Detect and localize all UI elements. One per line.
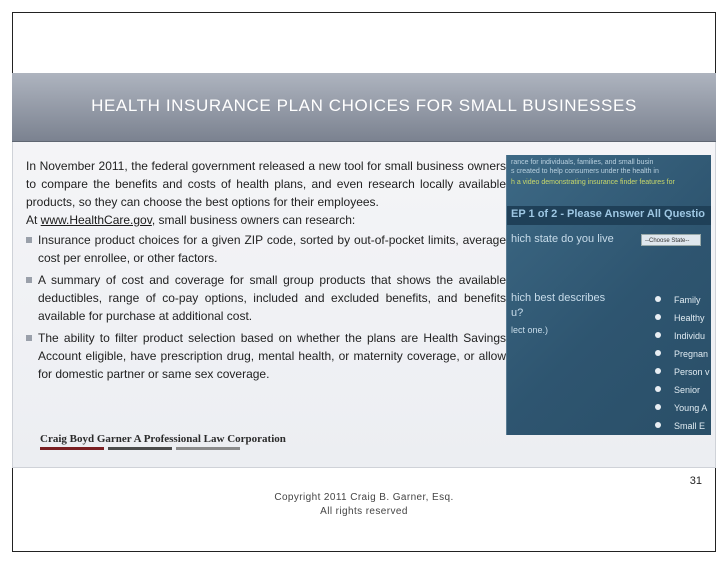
research-bullets [26, 231, 506, 383]
slide-body [26, 157, 506, 387]
research-lead [26, 211, 506, 229]
option-label: Pregnan [674, 349, 709, 359]
page-number: 31 [689, 475, 702, 487]
screenshot-state-select: --Choose State-- [641, 234, 701, 246]
screenshot-option [655, 367, 710, 377]
screenshot-option [655, 313, 705, 323]
firm-bar-dark [108, 447, 172, 450]
radio-icon [655, 386, 661, 392]
option-label: Healthy [674, 313, 705, 323]
title-band [12, 73, 716, 142]
screenshot-option [655, 403, 707, 413]
radio-icon [655, 422, 661, 428]
bullet-text: Insurance product choices for a given ZIP code, sorted by out-of-pocket limits, average cost per enrollee, or other factors. [38, 233, 506, 265]
screenshot-option [655, 421, 705, 431]
radio-icon [655, 368, 661, 374]
research-lead-suffix: , small business owners can research: [151, 213, 356, 227]
screenshot-question-state: hich state do you live [511, 233, 614, 245]
option-label: Person v [674, 367, 710, 377]
screenshot-option [655, 331, 705, 341]
screenshot-video-link: h a video demonstrating insurance finder features for [511, 179, 675, 186]
screenshot-step-text: EP 1 of 2 - Please Answer All Questio [511, 208, 705, 220]
option-label: Small E [674, 421, 706, 431]
screenshot-option [655, 385, 700, 395]
research-lead-prefix: At [26, 213, 41, 227]
slide [12, 73, 716, 468]
bullet-item [26, 231, 506, 267]
screenshot-option [655, 295, 701, 305]
option-label: Senior [674, 385, 701, 395]
bullet-text: The ability to filter product selection based on whether the plans are Health Savings Account eligible, have prescription drug, mental health, or maternity coverage, or allow for domestic partner or same sex coverage. [38, 331, 506, 381]
bullet-item [26, 329, 506, 383]
firm-logo-name: Craig Boyd Garner A Professional Law Corporation [40, 433, 286, 445]
bullet-square-icon [26, 237, 32, 243]
screenshot-question-describe-2: u? [511, 307, 524, 319]
healthcare-gov-screenshot [506, 155, 711, 435]
radio-icon [655, 314, 661, 320]
screenshot-text-line: rance for individuals, families, and small busin [511, 159, 654, 166]
radio-icon [655, 296, 661, 302]
bullet-square-icon [26, 335, 32, 341]
screenshot-question-describe: hich best describes [511, 292, 606, 304]
bullet-item [26, 271, 506, 325]
copyright [0, 491, 728, 519]
radio-icon [655, 350, 661, 356]
firm-bar-red [40, 447, 104, 450]
copyright-rights: All rights reserved [320, 506, 408, 517]
screenshot-option [655, 349, 708, 359]
radio-icon [655, 332, 661, 338]
intro-paragraph: In November 2011, the federal government released a new tool for small business owners to compare the benefits and costs of health plans, and even research locally available products, so they can choose the best options for their employees. [26, 159, 506, 209]
bullet-square-icon [26, 277, 32, 283]
option-label: Young A [674, 403, 708, 413]
copyright-line: Copyright 2011 Craig B. Garner, Esq. [274, 492, 454, 503]
radio-icon [655, 404, 661, 410]
screenshot-question-hint: lect one.) [511, 325, 549, 335]
screenshot-text-line: s created to help consumers under the health in [511, 168, 659, 175]
firm-bar-gray [176, 447, 240, 450]
healthcare-gov-link[interactable]: www.HealthCare.gov [40, 213, 152, 227]
option-label: Individu [674, 331, 706, 341]
slide-title: HEALTH INSURANCE PLAN CHOICES FOR SMALL BUSINESSES [91, 96, 637, 115]
option-label: Family [674, 295, 701, 305]
bullet-text: A summary of cost and coverage for small group products that shows the available deductibles, range of co-pay options, included and excluded benefits, and benefits available for purchase at additional cost. [38, 273, 506, 323]
